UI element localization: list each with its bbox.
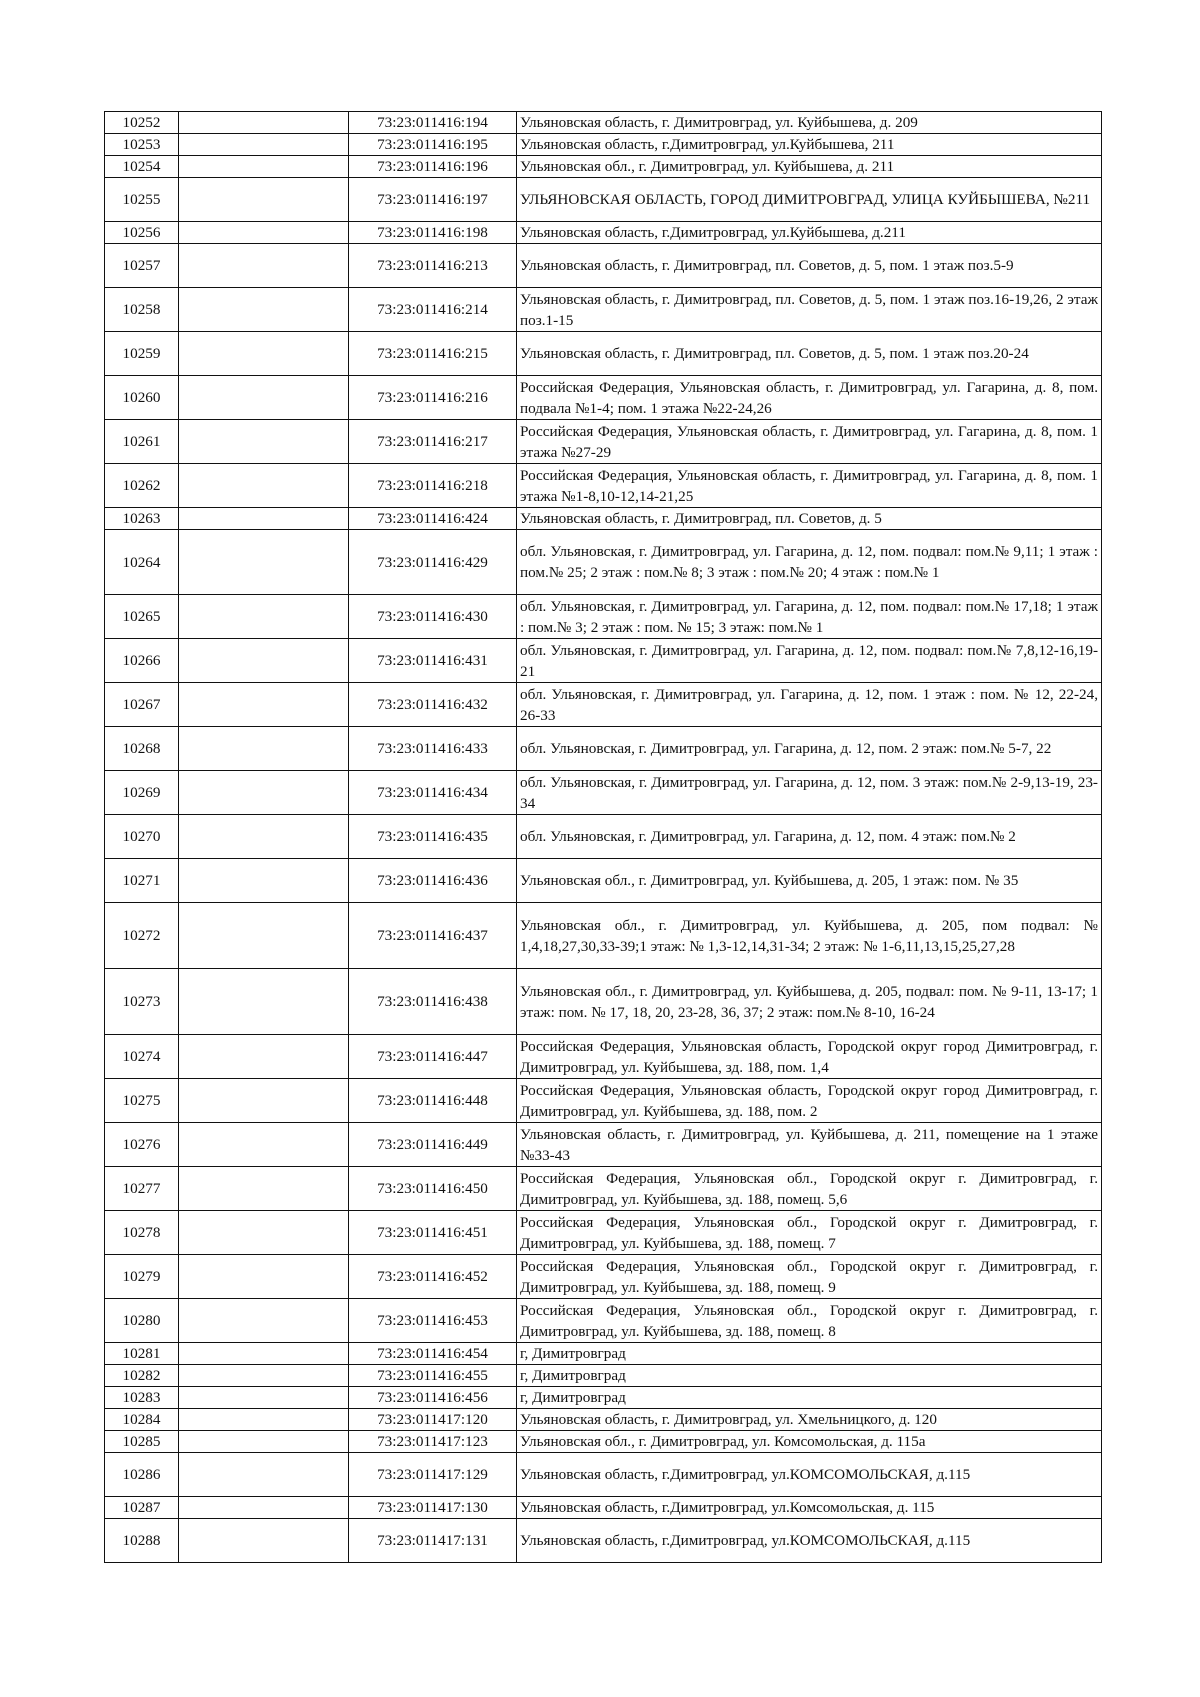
address-text: Российская Федерация, Ульяновская область, г. Димитровград, ул. Гагарина, д. 8, пом. 1 этажа №1-8,10-12,14-21,25 — [520, 466, 1098, 505]
cadastral-number-text: 73:23:011416:447 — [377, 1048, 488, 1065]
cadastral-number-text: 73:23:011416:436 — [377, 872, 488, 889]
cadastral-number-text: 73:23:011416:434 — [377, 784, 488, 801]
row-owner-cell — [179, 1299, 349, 1343]
address-text: Российская Федерация, Ульяновская обл., Городской округ г. Димитровград, г. Димитровград, ул. Куйбышева, зд. 188, помещ. 7 — [520, 1213, 1098, 1252]
row-number-cell — [105, 178, 179, 222]
row-number-text: 10256 — [122, 224, 161, 241]
address-text: Ульяновская обл., г. Димитровград, ул. Куйбышева, д. 205, подвал: пом. № 9-11, 13-17; 1 этаж: пом. № 17, 18, 20, 23-28, 36, 37; 2 этаж: пом.№ 8-10, 16-24 — [520, 982, 1098, 1021]
cadastral-number-text: 73:23:011417:129 — [377, 1466, 488, 1483]
table-row — [105, 1299, 1102, 1343]
address-cell — [517, 1343, 1102, 1365]
address-text: УЛЬЯНОВСКАЯ ОБЛАСТЬ, ГОРОД ДИМИТРОВГРАД, УЛИЦА КУЙБЫШЕВА, №211 — [520, 191, 1091, 208]
cadastral-number-cell — [349, 530, 517, 595]
cadastral-number-text: 73:23:011416:456 — [377, 1389, 488, 1406]
address-cell — [517, 969, 1102, 1035]
row-number-text: 10254 — [122, 158, 161, 175]
table-row — [105, 1431, 1102, 1453]
cadastral-number-cell — [349, 1497, 517, 1519]
row-owner-cell — [179, 1343, 349, 1365]
row-number-text: 10262 — [122, 477, 161, 494]
row-owner-cell — [179, 1453, 349, 1497]
row-number-text: 10284 — [122, 1411, 161, 1428]
address-cell — [517, 859, 1102, 903]
row-number-text: 10267 — [122, 696, 161, 713]
address-text: Ульяновская область, г. Димитровград, пл. Советов, д. 5, пом. 1 этаж поз.5-9 — [520, 257, 1014, 274]
address-cell — [517, 134, 1102, 156]
table-row — [105, 464, 1102, 508]
cadastral-number-text: 73:23:011416:196 — [377, 158, 488, 175]
row-owner-cell — [179, 683, 349, 727]
address-text: Ульяновская область, г. Димитровград, пл. Советов, д. 5, пом. 1 этаж поз.20-24 — [520, 345, 1029, 362]
cadastral-number-text: 73:23:011416:195 — [377, 136, 488, 153]
row-owner-cell — [179, 771, 349, 815]
table-row — [105, 969, 1102, 1035]
row-owner-cell — [179, 1365, 349, 1387]
table-row — [105, 288, 1102, 332]
address-text: Российская Федерация, Ульяновская обл., Городской округ г. Димитровград, г. Димитровград, ул. Куйбышева, зд. 188, помещ. 5,6 — [520, 1169, 1098, 1208]
cadastral-number-text: 73:23:011417:120 — [377, 1411, 488, 1428]
row-number-text: 10281 — [122, 1345, 161, 1362]
table-row — [105, 1387, 1102, 1409]
row-owner-cell — [179, 969, 349, 1035]
address-cell — [517, 1519, 1102, 1563]
table-row — [105, 332, 1102, 376]
row-number-cell — [105, 222, 179, 244]
cadastral-number-cell — [349, 771, 517, 815]
table-row — [105, 859, 1102, 903]
row-number-text: 10275 — [122, 1092, 161, 1109]
address-text: обл. Ульяновская, г. Димитровград, ул. Гагарина, д. 12, пом. 2 этаж: пом.№ 5-7, 22 — [520, 740, 1052, 757]
address-text: Ульяновская область, г.Димитровград, ул.КОМСОМОЛЬСКАЯ, д.115 — [520, 1466, 971, 1483]
row-owner-cell — [179, 1519, 349, 1563]
address-text: обл. Ульяновская, г. Димитровград, ул. Гагарина, д. 12, пом. подвал: пом.№ 7,8,12-16,19-21 — [520, 641, 1098, 680]
table-row — [105, 244, 1102, 288]
row-number-cell — [105, 1365, 179, 1387]
cadastral-number-cell — [349, 969, 517, 1035]
row-owner-cell — [179, 376, 349, 420]
cadastral-number-cell — [349, 508, 517, 530]
row-number-text: 10253 — [122, 136, 161, 153]
address-cell — [517, 222, 1102, 244]
row-number-text: 10272 — [122, 927, 161, 944]
row-number-text: 10255 — [122, 191, 161, 208]
address-cell — [517, 112, 1102, 134]
table-row — [105, 222, 1102, 244]
row-number-cell — [105, 1497, 179, 1519]
table-row — [105, 420, 1102, 464]
cadastral-number-cell — [349, 178, 517, 222]
address-cell — [517, 288, 1102, 332]
row-owner-cell — [179, 530, 349, 595]
cadastral-number-cell — [349, 683, 517, 727]
row-owner-cell — [179, 903, 349, 969]
cadastral-number-cell — [349, 244, 517, 288]
cadastral-number-text: 73:23:011416:449 — [377, 1136, 488, 1153]
cadastral-number-text: 73:23:011416:451 — [377, 1224, 488, 1241]
row-owner-cell — [179, 727, 349, 771]
table-row — [105, 156, 1102, 178]
cadastral-number-text: 73:23:011416:214 — [377, 301, 488, 318]
cadastral-number-text: 73:23:011416:433 — [377, 740, 488, 757]
address-text: Российская Федерация, Ульяновская область, Городской округ город Димитровград, г. Димитровград, ул. Куйбышева, зд. 188, пом. 1,4 — [520, 1037, 1098, 1076]
row-owner-cell — [179, 420, 349, 464]
row-owner-cell — [179, 1211, 349, 1255]
address-text: г, Димитровград — [520, 1367, 626, 1384]
row-number-cell — [105, 1343, 179, 1365]
cadastral-number-text: 73:23:011416:197 — [377, 191, 488, 208]
row-number-cell — [105, 508, 179, 530]
row-number-text: 10269 — [122, 784, 161, 801]
cadastral-number-cell — [349, 1431, 517, 1453]
row-number-cell — [105, 112, 179, 134]
address-text: Ульяновская область, г. Димитровград, пл. Советов, д. 5 — [520, 510, 882, 527]
cadastral-number-cell — [349, 903, 517, 969]
row-number-text: 10280 — [122, 1312, 161, 1329]
row-number-cell — [105, 815, 179, 859]
address-cell — [517, 420, 1102, 464]
row-number-cell — [105, 156, 179, 178]
cadastral-number-text: 73:23:011416:435 — [377, 828, 488, 845]
cadastral-number-text: 73:23:011416:424 — [377, 510, 488, 527]
cadastral-number-cell — [349, 1167, 517, 1211]
table-row — [105, 1035, 1102, 1079]
address-cell — [517, 683, 1102, 727]
cadastral-number-cell — [349, 134, 517, 156]
cadastral-number-cell — [349, 288, 517, 332]
address-text: Российская Федерация, Ульяновская обл., Городской округ г. Димитровград, г. Димитровград, ул. Куйбышева, зд. 188, помещ. 9 — [520, 1257, 1098, 1296]
address-cell — [517, 156, 1102, 178]
row-number-cell — [105, 1387, 179, 1409]
cadastral-number-cell — [349, 1519, 517, 1563]
table-row — [105, 595, 1102, 639]
cadastral-number-text: 73:23:011416:198 — [377, 224, 488, 241]
cadastral-number-cell — [349, 222, 517, 244]
address-cell — [517, 815, 1102, 859]
row-number-text: 10285 — [122, 1433, 161, 1450]
row-number-text: 10258 — [122, 301, 161, 318]
row-number-text: 10286 — [122, 1466, 161, 1483]
row-number-text: 10276 — [122, 1136, 161, 1153]
address-cell — [517, 1365, 1102, 1387]
row-number-cell — [105, 1299, 179, 1343]
address-text: обл. Ульяновская, г. Димитровград, ул. Гагарина, д. 12, пом. 1 этаж : пом. № 12, 22-24, 26-33 — [520, 685, 1098, 724]
address-text: обл. Ульяновская, г. Димитровград, ул. Гагарина, д. 12, пом. подвал: пом.№ 9,11; 1 этаж : пом.№ 25; 2 этаж : пом.№ 8; 3 этаж : пом.№ 20; 4 этаж : пом.№ 1 — [520, 543, 1098, 581]
table-row — [105, 1255, 1102, 1299]
row-number-cell — [105, 288, 179, 332]
cadastral-number-cell — [349, 376, 517, 420]
cadastral-number-text: 73:23:011416:432 — [377, 696, 488, 713]
cadastral-number-cell — [349, 112, 517, 134]
cadastral-number-text: 73:23:011416:452 — [377, 1268, 488, 1285]
row-owner-cell — [179, 595, 349, 639]
address-text: обл. Ульяновская, г. Димитровград, ул. Гагарина, д. 12, пом. 4 этаж: пом.№ 2 — [520, 828, 1016, 845]
row-number-text: 10271 — [122, 872, 161, 889]
address-cell — [517, 464, 1102, 508]
cadastral-number-text: 73:23:011416:448 — [377, 1092, 488, 1109]
row-number-cell — [105, 376, 179, 420]
address-cell — [517, 244, 1102, 288]
row-number-text: 10268 — [122, 740, 161, 757]
row-number-cell — [105, 1211, 179, 1255]
table-row — [105, 112, 1102, 134]
address-text: г, Димитровград — [520, 1345, 626, 1362]
address-text: Ульяновская область, г.Димитровград, ул.Куйбышева, 211 — [520, 136, 895, 153]
address-text: Ульяновская область, г.Димитровград, ул.КОМСОМОЛЬСКАЯ, д.115 — [520, 1532, 971, 1549]
table-row — [105, 1211, 1102, 1255]
row-owner-cell — [179, 178, 349, 222]
table-row — [105, 178, 1102, 222]
table-row — [105, 1497, 1102, 1519]
row-number-cell — [105, 1167, 179, 1211]
row-number-cell — [105, 1079, 179, 1123]
address-cell — [517, 376, 1102, 420]
cadastral-number-text: 73:23:011416:218 — [377, 477, 488, 494]
row-number-text: 10261 — [122, 433, 161, 450]
table-row — [105, 1519, 1102, 1563]
cadastral-number-text: 73:23:011416:438 — [377, 993, 488, 1010]
cadastral-number-text: 73:23:011416:430 — [377, 608, 488, 625]
address-text: Ульяновская обл., г. Димитровград, ул. Куйбышева, д. 211 — [520, 158, 895, 175]
cadastral-number-cell — [349, 1387, 517, 1409]
address-cell — [517, 1167, 1102, 1211]
row-number-cell — [105, 1035, 179, 1079]
table-row — [105, 1123, 1102, 1167]
row-number-cell — [105, 1123, 179, 1167]
address-cell — [517, 332, 1102, 376]
address-text: Российская Федерация, Ульяновская область, г. Димитровград, ул. Гагарина, д. 8, пом. 1 этажа №27-29 — [520, 422, 1098, 461]
address-cell — [517, 903, 1102, 969]
table-row — [105, 530, 1102, 595]
row-number-cell — [105, 134, 179, 156]
address-cell — [517, 508, 1102, 530]
cadastral-number-cell — [349, 464, 517, 508]
cadastral-number-text: 73:23:011417:123 — [377, 1433, 488, 1450]
address-text: Ульяновская область, г. Димитровград, пл. Советов, д. 5, пом. 1 этаж поз.16-19,26, 2 этаж поз.1-15 — [520, 290, 1098, 329]
row-number-cell — [105, 969, 179, 1035]
cadastral-number-cell — [349, 815, 517, 859]
row-owner-cell — [179, 222, 349, 244]
row-number-text: 10265 — [122, 608, 161, 625]
cadastral-number-text: 73:23:011416:450 — [377, 1180, 488, 1197]
table-row — [105, 815, 1102, 859]
row-number-cell — [105, 859, 179, 903]
table-row — [105, 683, 1102, 727]
row-number-cell — [105, 771, 179, 815]
address-cell — [517, 530, 1102, 595]
row-owner-cell — [179, 1079, 349, 1123]
table-row — [105, 1453, 1102, 1497]
row-owner-cell — [179, 288, 349, 332]
cadastral-number-text: 73:23:011416:429 — [377, 553, 488, 571]
address-text: обл. Ульяновская, г. Димитровград, ул. Гагарина, д. 12, пом. подвал: пом.№ 17,18; 1 этаж : пом.№ 3; 2 этаж : пом. № 15; 3 этаж: пом.№ 1 — [520, 597, 1098, 636]
row-number-text: 10278 — [122, 1224, 161, 1241]
address-cell — [517, 1123, 1102, 1167]
row-owner-cell — [179, 1035, 349, 1079]
row-owner-cell — [179, 1497, 349, 1519]
row-number-text: 10282 — [122, 1367, 161, 1384]
address-text: Ульяновская обл., г. Димитровград, ул. Куйбышева, д. 205, пом подвал: № 1,4,18,27,30,33-39;1 этаж: № 1,3-12,14,31-34; 2 этаж: № 1-6,11,13,15,25,27,28 — [520, 916, 1098, 955]
row-number-cell — [105, 464, 179, 508]
row-number-cell — [105, 332, 179, 376]
row-number-text: 10277 — [122, 1180, 161, 1197]
row-owner-cell — [179, 464, 349, 508]
row-number-text: 10287 — [122, 1499, 161, 1516]
cadastral-number-text: 73:23:011416:437 — [377, 927, 488, 944]
cadastral-number-text: 73:23:011417:130 — [377, 1499, 488, 1516]
row-owner-cell — [179, 1167, 349, 1211]
row-number-cell — [105, 1431, 179, 1453]
row-owner-cell — [179, 639, 349, 683]
row-owner-cell — [179, 1409, 349, 1431]
cadastral-number-cell — [349, 1123, 517, 1167]
address-text: Ульяновская область, г. Димитровград, ул. Куйбышева, д. 209 — [520, 114, 918, 131]
row-number-text: 10259 — [122, 345, 161, 362]
address-cell — [517, 1453, 1102, 1497]
address-text: Ульяновская область, г.Димитровград, ул.Куйбышева, д.211 — [520, 224, 906, 241]
address-text: Российская Федерация, Ульяновская область, г. Димитровград, ул. Гагарина, д. 8, пом. подвала №1-4; пом. 1 этажа №22-24,26 — [520, 378, 1098, 417]
row-owner-cell — [179, 1123, 349, 1167]
address-cell — [517, 1035, 1102, 1079]
cadastral-number-cell — [349, 1365, 517, 1387]
address-text: Российская Федерация, Ульяновская обл., Городской округ г. Димитровград, г. Димитровград, ул. Куйбышева, зд. 188, помещ. 8 — [520, 1301, 1098, 1340]
cadastral-number-cell — [349, 1299, 517, 1343]
address-cell — [517, 595, 1102, 639]
table-row — [105, 903, 1102, 969]
address-text: г, Димитровград — [520, 1389, 626, 1406]
address-cell — [517, 178, 1102, 222]
address-text: Ульяновская область, г.Димитровград, ул.Комсомольская, д. 115 — [520, 1499, 935, 1516]
address-cell — [517, 1079, 1102, 1123]
address-text: Ульяновская обл., г. Димитровград, ул. Комсомольская, д. 115а — [520, 1433, 926, 1450]
row-number-text: 10257 — [122, 257, 161, 274]
row-number-text: 10279 — [122, 1268, 161, 1285]
cadastral-number-cell — [349, 156, 517, 178]
row-number-text: 10260 — [122, 389, 161, 406]
cadastral-number-cell — [349, 859, 517, 903]
row-number-text: 10270 — [122, 828, 161, 845]
cadastral-number-text: 73:23:011416:217 — [377, 433, 488, 450]
cadastral-number-cell — [349, 1453, 517, 1497]
cadastral-number-cell — [349, 1409, 517, 1431]
table-row — [105, 508, 1102, 530]
row-number-cell — [105, 530, 179, 595]
row-owner-cell — [179, 1255, 349, 1299]
row-number-cell — [105, 595, 179, 639]
row-number-cell — [105, 683, 179, 727]
row-owner-cell — [179, 1387, 349, 1409]
address-cell — [517, 1497, 1102, 1519]
row-number-cell — [105, 1453, 179, 1497]
cadastral-number-cell — [349, 727, 517, 771]
row-number-text: 10264 — [122, 553, 161, 571]
row-number-cell — [105, 1519, 179, 1563]
cadastral-number-cell — [349, 1343, 517, 1365]
address-cell — [517, 771, 1102, 815]
row-number-cell — [105, 639, 179, 683]
cadastral-number-text: 73:23:011416:455 — [377, 1367, 488, 1384]
cadastral-number-cell — [349, 332, 517, 376]
row-number-cell — [105, 244, 179, 288]
cadastral-number-cell — [349, 1211, 517, 1255]
address-cell — [517, 1255, 1102, 1299]
table-row — [105, 1365, 1102, 1387]
address-cell — [517, 1299, 1102, 1343]
cadastral-number-text: 73:23:011416:213 — [377, 257, 488, 274]
row-owner-cell — [179, 112, 349, 134]
table-row — [105, 1167, 1102, 1211]
table-row — [105, 639, 1102, 683]
address-cell — [517, 1409, 1102, 1431]
table-row — [105, 134, 1102, 156]
cadastral-number-cell — [349, 639, 517, 683]
row-number-cell — [105, 727, 179, 771]
cadastral-number-cell — [349, 1255, 517, 1299]
address-text: Российская Федерация, Ульяновская область, Городской округ город Димитровград, г. Димитровград, ул. Куйбышева, зд. 188, пом. 2 — [520, 1081, 1098, 1120]
row-number-text: 10266 — [122, 652, 161, 669]
cadastral-number-text: 73:23:011416:216 — [377, 389, 488, 406]
registry-table-body — [105, 112, 1102, 1563]
row-number-text: 10273 — [122, 993, 161, 1010]
cadastral-number-text: 73:23:011416:431 — [377, 652, 488, 669]
cadastral-number-cell — [349, 595, 517, 639]
row-owner-cell — [179, 134, 349, 156]
row-owner-cell — [179, 244, 349, 288]
table-row — [105, 1409, 1102, 1431]
address-cell — [517, 727, 1102, 771]
address-cell — [517, 1211, 1102, 1255]
address-cell — [517, 1387, 1102, 1409]
address-cell — [517, 639, 1102, 683]
row-owner-cell — [179, 1431, 349, 1453]
address-text: обл. Ульяновская, г. Димитровград, ул. Гагарина, д. 12, пом. 3 этаж: пом.№ 2-9,13-19, 23-34 — [520, 773, 1098, 812]
property-registry-table — [104, 111, 1102, 1563]
row-number-text: 10288 — [122, 1532, 161, 1549]
row-number-cell — [105, 1409, 179, 1431]
row-number-cell — [105, 903, 179, 969]
cadastral-number-text: 73:23:011416:454 — [377, 1345, 488, 1362]
row-number-cell — [105, 420, 179, 464]
address-text: Ульяновская обл., г. Димитровград, ул. Куйбышева, д. 205, 1 этаж: пом. № 35 — [520, 872, 1019, 889]
row-number-text: 10252 — [122, 114, 161, 131]
row-owner-cell — [179, 508, 349, 530]
row-owner-cell — [179, 332, 349, 376]
cadastral-number-cell — [349, 1035, 517, 1079]
table-row — [105, 1343, 1102, 1365]
table-row — [105, 771, 1102, 815]
table-row — [105, 376, 1102, 420]
cadastral-number-cell — [349, 420, 517, 464]
row-number-text: 10263 — [122, 510, 161, 527]
address-cell — [517, 1431, 1102, 1453]
cadastral-number-cell — [349, 1079, 517, 1123]
cadastral-number-text: 73:23:011416:453 — [377, 1312, 488, 1329]
address-text: Ульяновская область, г. Димитровград, ул. Куйбышева, д. 211, помещение на 1 этаже №33-43 — [520, 1125, 1098, 1164]
cadastral-number-text: 73:23:011417:131 — [377, 1532, 488, 1549]
row-number-cell — [105, 1255, 179, 1299]
row-number-text: 10274 — [122, 1048, 161, 1065]
row-owner-cell — [179, 859, 349, 903]
row-number-text: 10283 — [122, 1389, 161, 1406]
row-owner-cell — [179, 156, 349, 178]
row-owner-cell — [179, 815, 349, 859]
cadastral-number-text: 73:23:011416:215 — [377, 345, 488, 362]
cadastral-number-text: 73:23:011416:194 — [377, 114, 488, 131]
table-row — [105, 1079, 1102, 1123]
table-row — [105, 727, 1102, 771]
address-text: Ульяновская область, г. Димитровград, ул. Хмельницкого, д. 120 — [520, 1411, 937, 1428]
